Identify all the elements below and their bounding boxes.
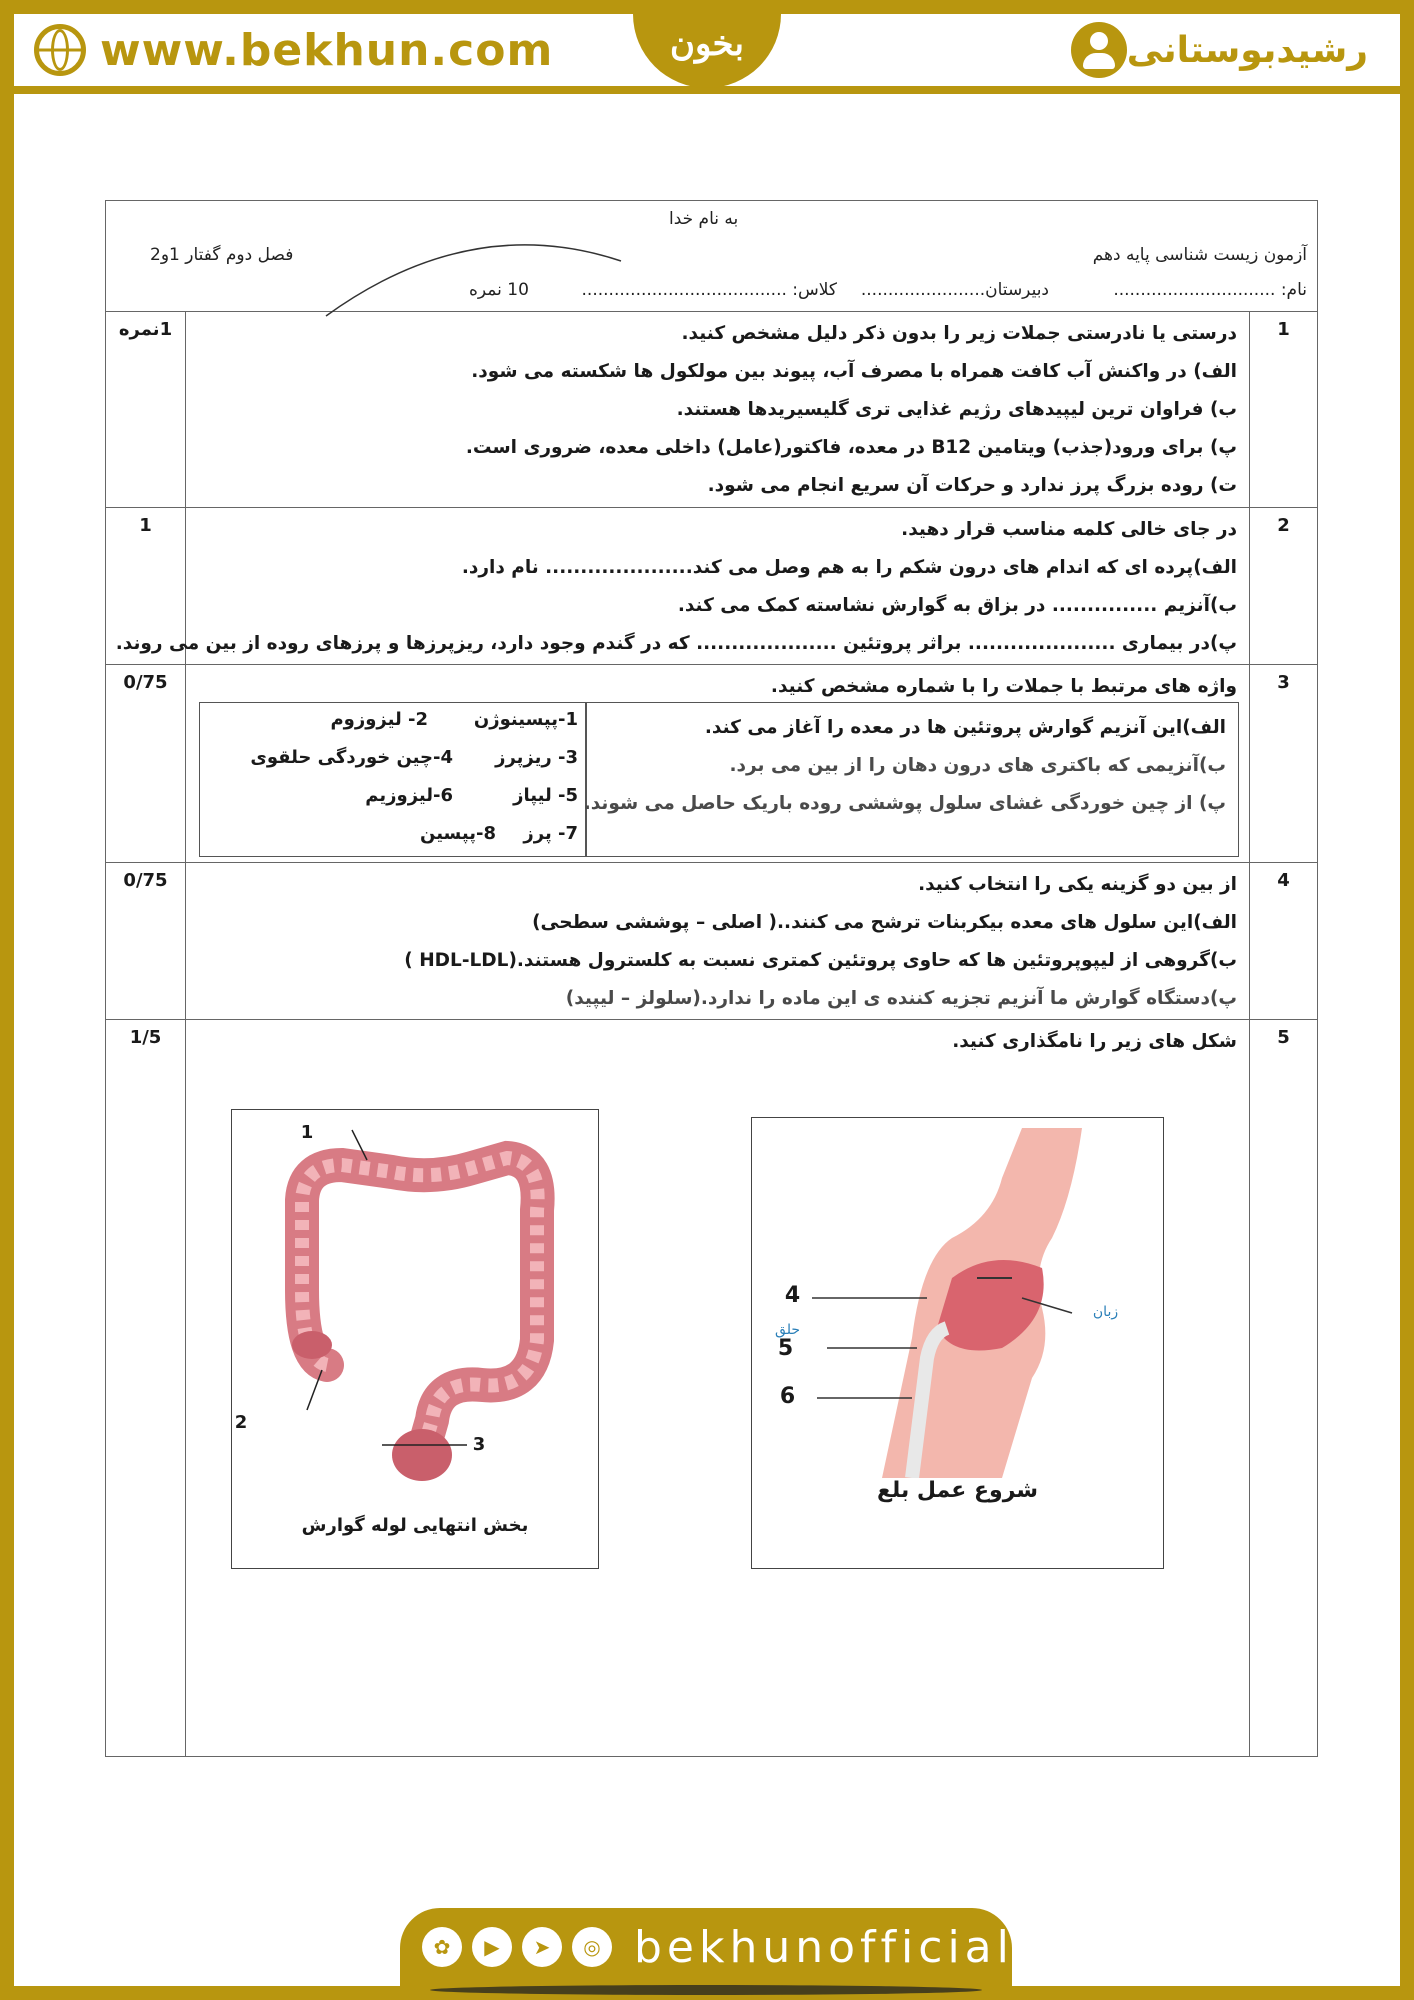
colon-label-3: 3	[472, 1434, 486, 1455]
instagram-icon[interactable]: ◎	[572, 1927, 612, 1967]
colon-label-1: 1	[300, 1122, 314, 1143]
total-score: 10 نمره	[469, 280, 529, 300]
colon-caption: بخش انتهایی لوله گوارش	[301, 1515, 529, 1536]
question-5	[106, 1019, 1317, 1756]
question-number: 2	[1249, 507, 1317, 664]
question-3	[106, 664, 1317, 863]
matching-box	[199, 702, 1239, 857]
word-3: 3- ریزپرز	[495, 747, 578, 768]
question-score: 1نمره	[106, 311, 186, 507]
site-link[interactable]	[34, 22, 553, 78]
q2-instruction: در جای خالی کلمه مناسب قرار دهید.	[901, 519, 1237, 540]
q3-sentence-c: پ) از چین خوردگی غشای سلول پوششی روده باریک حاصل می شوند.	[583, 793, 1226, 814]
social-banner	[400, 1908, 1012, 1986]
q1-item-d: ت) روده بزرگ پرز ندارد و حرکات آن سریع انجام می شود.	[707, 475, 1237, 496]
exam-header	[106, 201, 1317, 312]
question-number: 4	[1249, 862, 1317, 1019]
swallow-label-6: 6	[779, 1384, 796, 1409]
question-score: 1/5	[106, 1019, 186, 1756]
q3-sentence-b: ب)آنزیمی که باکتری های درون دهان را از بین می برد.	[729, 755, 1226, 776]
swallow-label-4: 4	[784, 1283, 801, 1308]
colon-label-2: 2	[234, 1412, 248, 1433]
q4-instruction: از بین دو گزینه یکی را انتخاب کنید.	[918, 874, 1237, 895]
question-score: 1	[106, 507, 186, 664]
word-2: 2- لیزوزوم	[330, 709, 428, 730]
telegram-icon[interactable]: ➤	[522, 1927, 562, 1967]
word-7: 7- پرز	[523, 823, 578, 844]
chapter-label: فصل دوم گفتار 1و2	[150, 245, 294, 265]
q1-instruction: درستی یا نادرستی جملات زیر را بدون ذکر دلیل مشخص کنید.	[681, 323, 1237, 344]
q4-item-c: پ)دستگاه گوارش ما آنزیم تجزیه کننده ی این ماده را ندارد.(سلولز – لیپید)	[565, 988, 1237, 1009]
word-1: 1-پپسینوژن	[473, 709, 578, 730]
question-number: 3	[1249, 664, 1317, 862]
author-badge	[1071, 22, 1380, 78]
question-score: 0/75	[106, 664, 186, 862]
youtube-icon[interactable]: ▶	[472, 1927, 512, 1967]
exam-title: آزمون زیست شناسی پایه دهم	[1092, 245, 1307, 265]
user-icon	[1071, 22, 1127, 78]
colon-figure	[231, 1109, 599, 1569]
question-4	[106, 862, 1317, 1020]
swallow-figure	[751, 1117, 1164, 1569]
q4-item-b: ب)گروهی از لیپوپروتئین ها که حاوی پروتئین کمتری نسبت به کلسترول هستند.(HDL-LDL )	[404, 950, 1237, 971]
basmala: به نام خدا	[669, 209, 739, 229]
word-8: 8-پپسین	[420, 823, 496, 844]
swallow-label-5: 5	[777, 1336, 794, 1361]
question-number: 5	[1249, 1019, 1317, 1756]
q2-item-b: ب)آنزیم ............... در بزاق به گوارش نشاسته کمک می کند.	[677, 595, 1237, 616]
question-1	[106, 311, 1317, 508]
question-score: 0/75	[106, 862, 186, 1019]
author-name: رشیدبوستانی	[1126, 29, 1368, 71]
logo-text: بخون	[670, 24, 744, 64]
q1-item-a: الف) در واکنش آب کافت همراه با مصرف آب، پیوند بین مولکول ها شکسته می شود.	[471, 361, 1237, 382]
name-field: نام: ..............................	[1113, 280, 1307, 300]
school-field: دبیرستان.......................	[860, 280, 1049, 300]
swallow-caption: شروع عمل بلع	[876, 1478, 1039, 1503]
aparat-icon[interactable]: ✿	[422, 1927, 462, 1967]
word-5: 5- لیپاز	[513, 785, 578, 806]
banner-shadow	[430, 1985, 982, 1995]
globe-icon	[34, 24, 86, 76]
q4-item-a: الف)این سلول های معده بیکربنات ترشح می کنند..( اصلی – پوششی سطحی)	[532, 912, 1237, 933]
word-4: 4-چین خوردگی حلقوی	[250, 747, 453, 768]
q3-instruction: واژه های مرتبط با جملات را با شماره مشخص کنید.	[770, 676, 1237, 697]
tongue-label: زبان	[1092, 1304, 1119, 1320]
social-handle: bekhunofficial	[634, 1921, 1014, 1973]
q1-item-c: پ) برای ورود(جذب) ویتامین B12 در معده، فاکتور(عامل) داخلی معده، ضروری است.	[465, 437, 1237, 458]
q1-item-b: ب) فراوان ترین لیپیدهای رژیم غذایی تری گلیسیریدها هستند.	[676, 399, 1237, 420]
exam-sheet	[105, 200, 1318, 1757]
q3-sentence-a: الف)این آنزیم گوارش پروتئین ها در معده را آغاز می کند.	[704, 717, 1226, 738]
q2-item-c: پ)در بیماری ..................... براثر پروتئین .................... که در گندم وجود دارد، ریزپرزها و پرزهای روده از بین می روند.	[115, 633, 1237, 654]
question-number: 1	[1249, 311, 1317, 507]
class-field: کلاس: ......................................	[581, 280, 837, 300]
q2-item-a: الف)پرده ای که اندام های درون شکم را به هم وصل می کند..................... نام دارد.	[461, 557, 1237, 578]
pen-stroke	[321, 231, 641, 321]
q5-instruction: شکل های زیر را نامگذاری کنید.	[952, 1031, 1237, 1052]
question-2	[106, 507, 1317, 665]
site-url: www.bekhun.com	[100, 24, 554, 76]
word-6: 6-لیزوزیم	[365, 785, 453, 806]
pharynx-label: حلق	[775, 1322, 800, 1338]
